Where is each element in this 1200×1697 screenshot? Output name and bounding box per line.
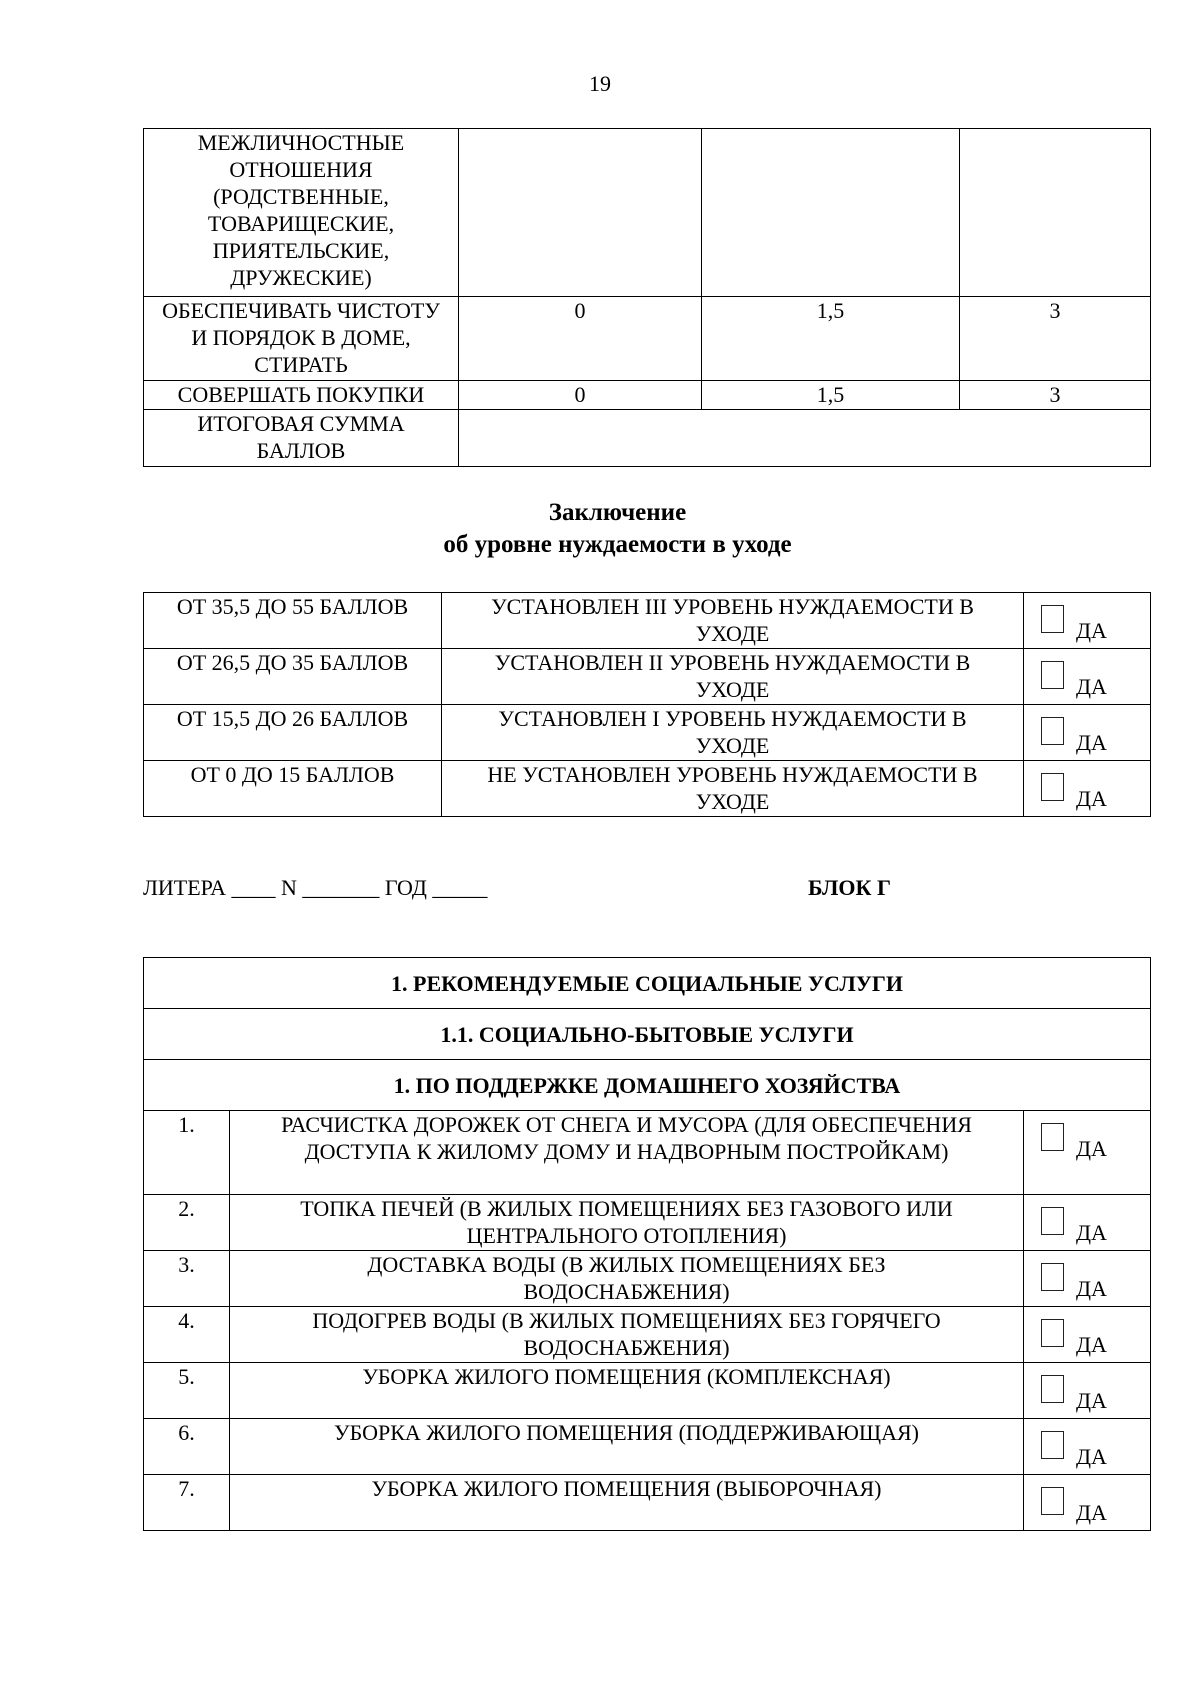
checkbox[interactable]	[1041, 1263, 1064, 1291]
answer-label: ДА	[1076, 1276, 1107, 1301]
activity-cell: МЕЖЛИЧНОСТНЫЕ ОТНОШЕНИЯ (РОДСТВЕННЫЕ, ТОВАРИЩЕСКИЕ, ПРИЯТЕЛЬСКИЕ, ДРУЖЕСКИЕ)	[144, 129, 459, 297]
score-range: ОТ 26,5 ДО 35 БАЛЛОВ	[144, 649, 442, 705]
score-cell: 0	[459, 381, 702, 410]
item-number: 2.	[144, 1195, 230, 1251]
score-cell: 1,5	[702, 381, 960, 410]
activity-cell: СОВЕРШАТЬ ПОКУПКИ	[144, 381, 459, 410]
service-name: УБОРКА ЖИЛОГО ПОМЕЩЕНИЯ (КОМПЛЕКСНАЯ)	[230, 1363, 1024, 1419]
score-cell	[702, 129, 960, 297]
services-table	[143, 957, 1151, 1531]
answer-cell	[1024, 761, 1151, 817]
answer-label: ДА	[1076, 1220, 1107, 1245]
checkbox[interactable]	[1041, 717, 1064, 745]
score-cell: 0	[459, 297, 702, 381]
checkbox[interactable]	[1041, 1375, 1064, 1403]
answer-label: ДА	[1076, 1136, 1107, 1161]
answer-cell	[1024, 1363, 1151, 1419]
service-name: УБОРКА ЖИЛОГО ПОМЕЩЕНИЯ (ПОДДЕРЖИВАЮЩАЯ)	[230, 1419, 1024, 1475]
score-table	[143, 128, 1151, 467]
score-cell	[960, 129, 1151, 297]
answer-label: ДА	[1076, 730, 1107, 755]
need-level: УСТАНОВЛЕН I УРОВЕНЬ НУЖДАЕМОСТИ В УХОДЕ	[442, 705, 1024, 761]
table-row	[144, 1009, 1151, 1060]
block-label: БЛОК Г	[808, 875, 891, 900]
table-row	[144, 381, 1151, 410]
answer-cell	[1024, 1195, 1151, 1251]
checkbox[interactable]	[1041, 661, 1064, 689]
conclusion-table	[143, 592, 1151, 817]
need-level: УСТАНОВЛЕН III УРОВЕНЬ НУЖДАЕМОСТИ В УХОДЕ	[442, 593, 1024, 649]
score-cell: 1,5	[702, 297, 960, 381]
answer-label: ДА	[1076, 618, 1107, 643]
answer-cell	[1024, 1475, 1151, 1531]
checkbox[interactable]	[1041, 1123, 1064, 1151]
checkbox[interactable]	[1041, 1431, 1064, 1459]
table-row	[144, 410, 1151, 467]
table-row	[144, 593, 1151, 649]
table-row	[144, 761, 1151, 817]
need-level: НЕ УСТАНОВЛЕН УРОВЕНЬ НУЖДАЕМОСТИ В УХОДЕ	[442, 761, 1024, 817]
need-level: УСТАНОВЛЕН II УРОВЕНЬ НУЖДАЕМОСТИ В УХОДЕ	[442, 649, 1024, 705]
answer-cell	[1024, 1307, 1151, 1363]
table-row	[144, 649, 1151, 705]
answer-cell	[1024, 1419, 1151, 1475]
total-label: ИТОГОВАЯ СУММА БАЛЛОВ	[144, 410, 459, 467]
answer-cell	[1024, 649, 1151, 705]
section-header: 1. ПО ПОДДЕРЖКЕ ДОМАШНЕГО ХОЗЯЙСТВА	[144, 1060, 1151, 1111]
conclusion-title: Заключение об уровне нуждаемости в уходе	[443, 499, 792, 558]
score-range: ОТ 35,5 ДО 55 БАЛЛОВ	[144, 593, 442, 649]
table-row	[144, 1251, 1151, 1307]
checkbox[interactable]	[1041, 1207, 1064, 1235]
page-number: 19	[589, 71, 611, 96]
service-name: УБОРКА ЖИЛОГО ПОМЕЩЕНИЯ (ВЫБОРОЧНАЯ)	[230, 1475, 1024, 1531]
table-row	[144, 1307, 1151, 1363]
table-row	[144, 297, 1151, 381]
table-row	[144, 1363, 1151, 1419]
table-row	[144, 1475, 1151, 1531]
score-cell: 3	[960, 297, 1151, 381]
service-name: ТОПКА ПЕЧЕЙ (В ЖИЛЫХ ПОМЕЩЕНИЯХ БЕЗ ГАЗОВОГО ИЛИ ЦЕНТРАЛЬНОГО ОТОПЛЕНИЯ)	[230, 1195, 1024, 1251]
checkbox[interactable]	[1041, 1319, 1064, 1347]
answer-label: ДА	[1076, 1388, 1107, 1413]
item-number: 1.	[144, 1111, 230, 1195]
table-row	[144, 958, 1151, 1009]
table-row	[144, 1111, 1151, 1195]
item-number: 5.	[144, 1363, 230, 1419]
total-value[interactable]	[459, 410, 1151, 467]
litera-line: ЛИТЕРА ____ N _______ ГОД _____	[143, 875, 488, 900]
score-cell	[459, 129, 702, 297]
item-number: 4.	[144, 1307, 230, 1363]
table-row	[144, 129, 1151, 297]
score-cell: 3	[960, 381, 1151, 410]
table-row	[144, 1060, 1151, 1111]
service-name: ПОДОГРЕВ ВОДЫ (В ЖИЛЫХ ПОМЕЩЕНИЯХ БЕЗ ГОРЯЧЕГО ВОДОСНАБЖЕНИЯ)	[230, 1307, 1024, 1363]
table-row	[144, 705, 1151, 761]
item-number: 3.	[144, 1251, 230, 1307]
service-name: ДОСТАВКА ВОДЫ (В ЖИЛЫХ ПОМЕЩЕНИЯХ БЕЗ ВОДОСНАБЖЕНИЯ)	[230, 1251, 1024, 1307]
score-range: ОТ 15,5 ДО 26 БАЛЛОВ	[144, 705, 442, 761]
answer-cell	[1024, 1111, 1151, 1195]
section-header: 1.1. СОЦИАЛЬНО-БЫТОВЫЕ УСЛУГИ	[144, 1009, 1151, 1060]
checkbox[interactable]	[1041, 1487, 1064, 1515]
answer-label: ДА	[1076, 1500, 1107, 1525]
answer-label: ДА	[1076, 1332, 1107, 1357]
item-number: 7.	[144, 1475, 230, 1531]
answer-cell	[1024, 705, 1151, 761]
answer-cell	[1024, 593, 1151, 649]
table-row	[144, 1419, 1151, 1475]
table-row	[144, 1195, 1151, 1251]
checkbox[interactable]	[1041, 605, 1064, 633]
activity-cell: ОБЕСПЕЧИВАТЬ ЧИСТОТУ И ПОРЯДОК В ДОМЕ, СТИРАТЬ	[144, 297, 459, 381]
item-number: 6.	[144, 1419, 230, 1475]
answer-label: ДА	[1076, 674, 1107, 699]
score-range: ОТ 0 ДО 15 БАЛЛОВ	[144, 761, 442, 817]
answer-label: ДА	[1076, 786, 1107, 811]
answer-label: ДА	[1076, 1444, 1107, 1469]
checkbox[interactable]	[1041, 773, 1064, 801]
section-header: 1. РЕКОМЕНДУЕМЫЕ СОЦИАЛЬНЫЕ УСЛУГИ	[144, 958, 1151, 1009]
service-name: РАСЧИСТКА ДОРОЖЕК ОТ СНЕГА И МУСОРА (ДЛЯ ОБЕСПЕЧЕНИЯ ДОСТУПА К ЖИЛОМУ ДОМУ И НАДВОРНЫМ ПОСТРОЙКАМ)	[230, 1111, 1024, 1195]
answer-cell	[1024, 1251, 1151, 1307]
